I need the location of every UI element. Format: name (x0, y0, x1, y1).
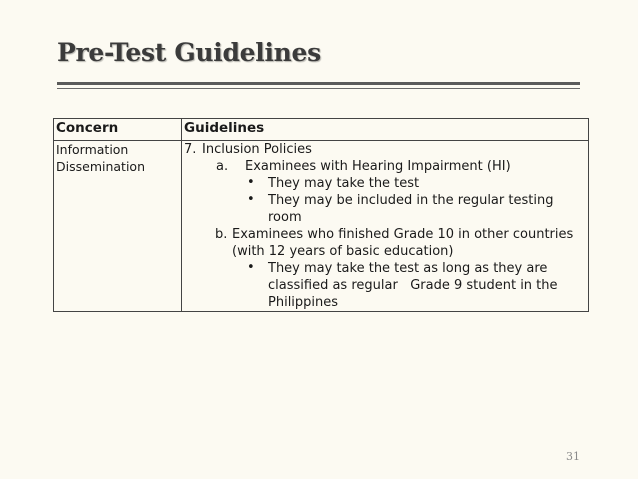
bullet-text-continued: classified as regular Grade 9 student in the (268, 278, 558, 293)
sub-item-letter: b. (215, 227, 228, 242)
sub-item-text: Examinees who finished Grade 10 in other countries (232, 227, 574, 242)
bullet-text: They may take the test as long as they are (268, 261, 548, 276)
guidelines-table (53, 118, 589, 312)
table-row (54, 141, 589, 312)
header-guidelines: Guidelines (182, 119, 589, 141)
concern-line: Dissemination (56, 159, 145, 174)
bullet-item (184, 175, 586, 192)
item-text: Inclusion Policies (202, 142, 312, 157)
concern-cell (54, 141, 182, 312)
bullet-text-continued: room (268, 210, 302, 225)
table-header-row (54, 119, 589, 141)
sub-item-a (184, 158, 586, 175)
bullet-item (184, 192, 586, 209)
bullet-icon: • (247, 175, 255, 190)
sub-item-text-continued: (with 12 years of basic education) (232, 244, 454, 259)
sub-item-b (184, 226, 586, 243)
bullet-text-continued: Philippines (268, 295, 339, 310)
concern-line: Information (56, 142, 129, 157)
item-inclusion-policies (184, 141, 586, 158)
title-divider-thin (57, 88, 580, 89)
sub-item-letter: a. (216, 159, 229, 174)
title-divider-thick (57, 82, 580, 85)
item-number: 7. (184, 142, 197, 157)
bullet-text: They may be included in the regular testing (268, 193, 554, 208)
guidelines-cell (182, 141, 589, 312)
header-concern: Concern (54, 119, 182, 141)
bullet-icon: • (247, 260, 255, 275)
bullet-item (184, 260, 586, 277)
sub-item-text: Examinees with Hearing Impairment (HI) (245, 159, 511, 174)
page-number: 31 (566, 450, 580, 463)
slide-title: Pre-Test Guidelines (57, 38, 321, 67)
bullet-text: They may take the test (268, 176, 420, 191)
bullet-icon: • (247, 192, 255, 207)
